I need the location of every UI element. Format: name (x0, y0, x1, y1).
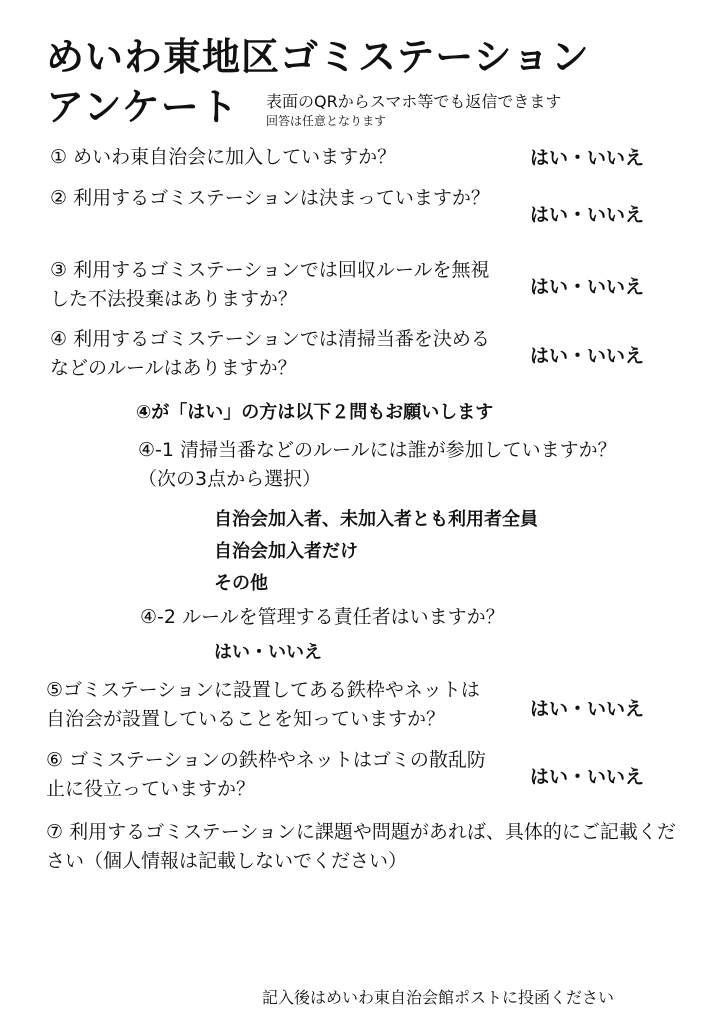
answer-4-2[interactable]: はい・いいえ (214, 642, 322, 663)
option-other[interactable]: その他 (214, 573, 268, 594)
question-6: ⑥ ゴミステーションの鉄枠やネットはゴミの散乱防止に役立っていますか？ (46, 749, 486, 800)
answer-5[interactable]: はい・いいえ (530, 698, 645, 720)
question-3: ③ 利用するゴミステーションでは回収ルールを無視した不法投棄はありますか？ (50, 259, 490, 310)
answer-1[interactable]: はい・いいえ (530, 147, 645, 169)
q4-followup-note: ④が「はい」の方は以下２問もお願いします (136, 402, 494, 423)
option-members-only[interactable]: 自治会加入者だけ (214, 541, 358, 562)
question-5: ⑤ゴミステーションに設置してある鉄枠やネットは自治会が設置していることを知っていますか？ (46, 679, 480, 730)
footer-instruction: 記入後はめいわ東自治会館ポストに投函ください (262, 988, 615, 1007)
page-title-line-1: めいわ東地区ゴミステーション (46, 35, 590, 79)
question-1: ① めいわ東自治会に加入していますか？ (50, 146, 397, 168)
question-4: ④ 利用するゴミステーションでは清掃当番を決めるなどのルールはありますか？ (50, 328, 490, 379)
question-2: ② 利用するゴミステーションは決まっていますか？ (50, 187, 490, 209)
answer-6[interactable]: はい・いいえ (530, 766, 645, 788)
qr-note: 表面のQRからスマホ等でも返信できます (266, 92, 562, 111)
page-title-line-2: アンケート (46, 85, 239, 129)
answer-2[interactable]: はい・いいえ (530, 204, 645, 226)
question-7: ⑦ 利用するゴミステーションに課題や問題があれば、具体的にご記載ください（個人情報は記載しないでください） (46, 821, 676, 872)
option-all-users[interactable]: 自治会加入者、未加入者とも利用者全員 (214, 509, 538, 530)
answer-3[interactable]: はい・いいえ (530, 276, 645, 298)
question-4-1: ④-1 清掃当番などのルールには誰が参加していますか？（次の3点から選択） (138, 439, 617, 490)
optional-note: 回答は任意となります (266, 114, 387, 128)
question-4-2: ④-2 ルールを管理する責任者はいますか？ (140, 606, 505, 628)
answer-4[interactable]: はい・いいえ (530, 345, 645, 367)
